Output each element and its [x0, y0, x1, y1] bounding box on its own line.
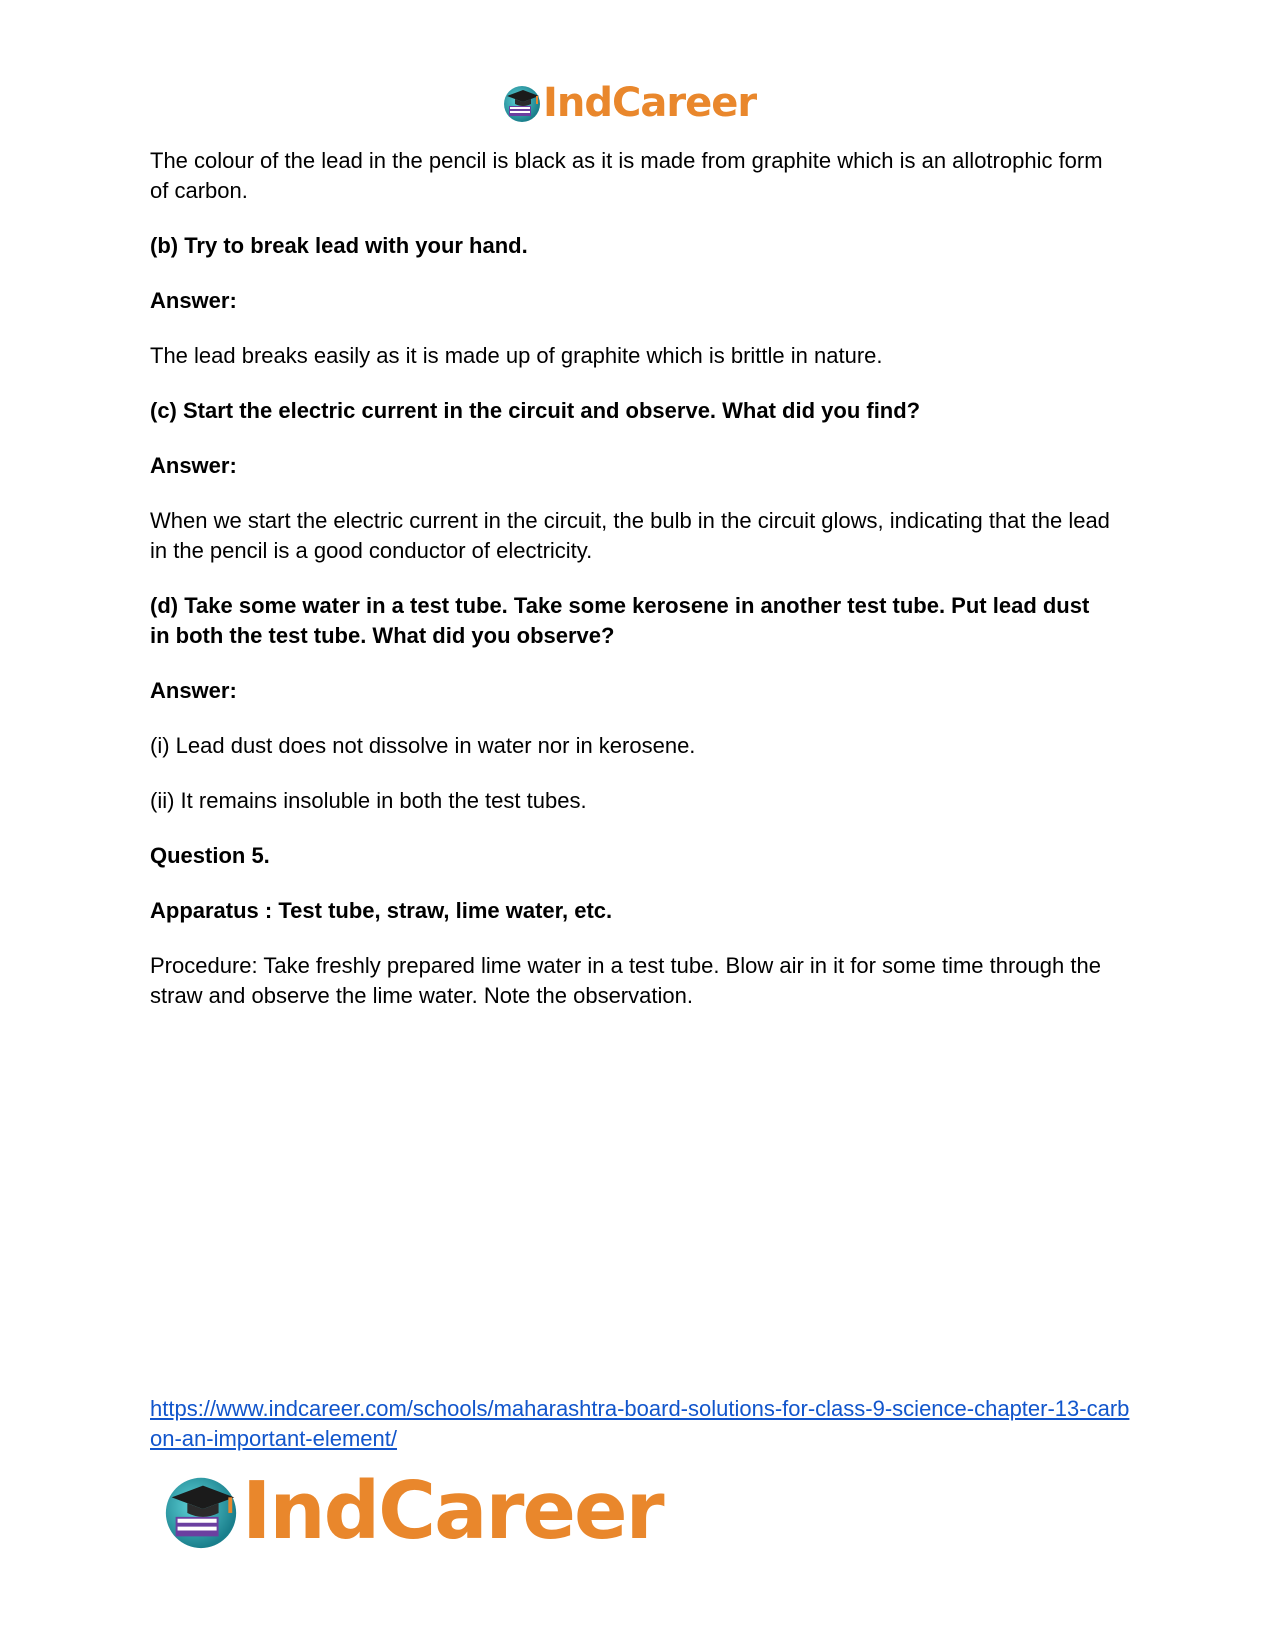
- answer-text: The lead breaks easily as it is made up of graphite which is brittle in nature.: [150, 343, 883, 368]
- answer-point-ii: (ii) It remains insoluble in both the test tubes.: [150, 788, 587, 813]
- graduation-cap-globe-icon: [160, 1470, 242, 1552]
- logo-wordmark: IndCareer: [242, 1465, 663, 1557]
- answer-text: When we start the electric current in the circuit, the bulb in the circuit glows, indicating that the lead in the pencil is a good conductor of electricity.: [150, 508, 1110, 563]
- apparatus-heading: Apparatus : Test tube, straw, lime water, etc.: [150, 898, 613, 923]
- answer-text: The colour of the lead in the pencil is black as it is made from graphite which is an allotrophic form of carbon.: [150, 148, 1103, 203]
- answer-label: Answer:: [150, 453, 237, 478]
- source-link[interactable]: https://www.indcareer.com/schools/maharashtra-board-solutions-for-class-9-science-chapter-13-carbon-an-important-element/: [150, 1396, 1130, 1451]
- question-c: (c) Start the electric current in the circuit and observe. What did you find?: [150, 398, 921, 423]
- question-heading: Question 5.: [150, 843, 270, 868]
- question-d: (d) Take some water in a test tube. Take some kerosene in another test tube. Put lead dust in both the test tube. What did you observe?: [150, 593, 1090, 648]
- header-logo: [501, 80, 756, 126]
- graduation-cap-globe-icon: [501, 82, 543, 124]
- question-b: (b) Try to break lead with your hand.: [150, 233, 528, 258]
- answer-label: Answer:: [150, 678, 237, 703]
- answer-point-i: (i) Lead dust does not dissolve in water nor in kerosene.: [150, 733, 696, 758]
- footer-logo: [160, 1466, 663, 1556]
- logo-wordmark: IndCareer: [543, 80, 757, 126]
- source-link-block: [150, 1394, 1130, 1454]
- answer-label: Answer:: [150, 288, 237, 313]
- document-body: [150, 146, 1110, 1011]
- procedure-text: Procedure: Take freshly prepared lime water in a test tube. Blow air in it for some time through the straw and observe the lime water. Note the observation.: [150, 953, 1101, 1008]
